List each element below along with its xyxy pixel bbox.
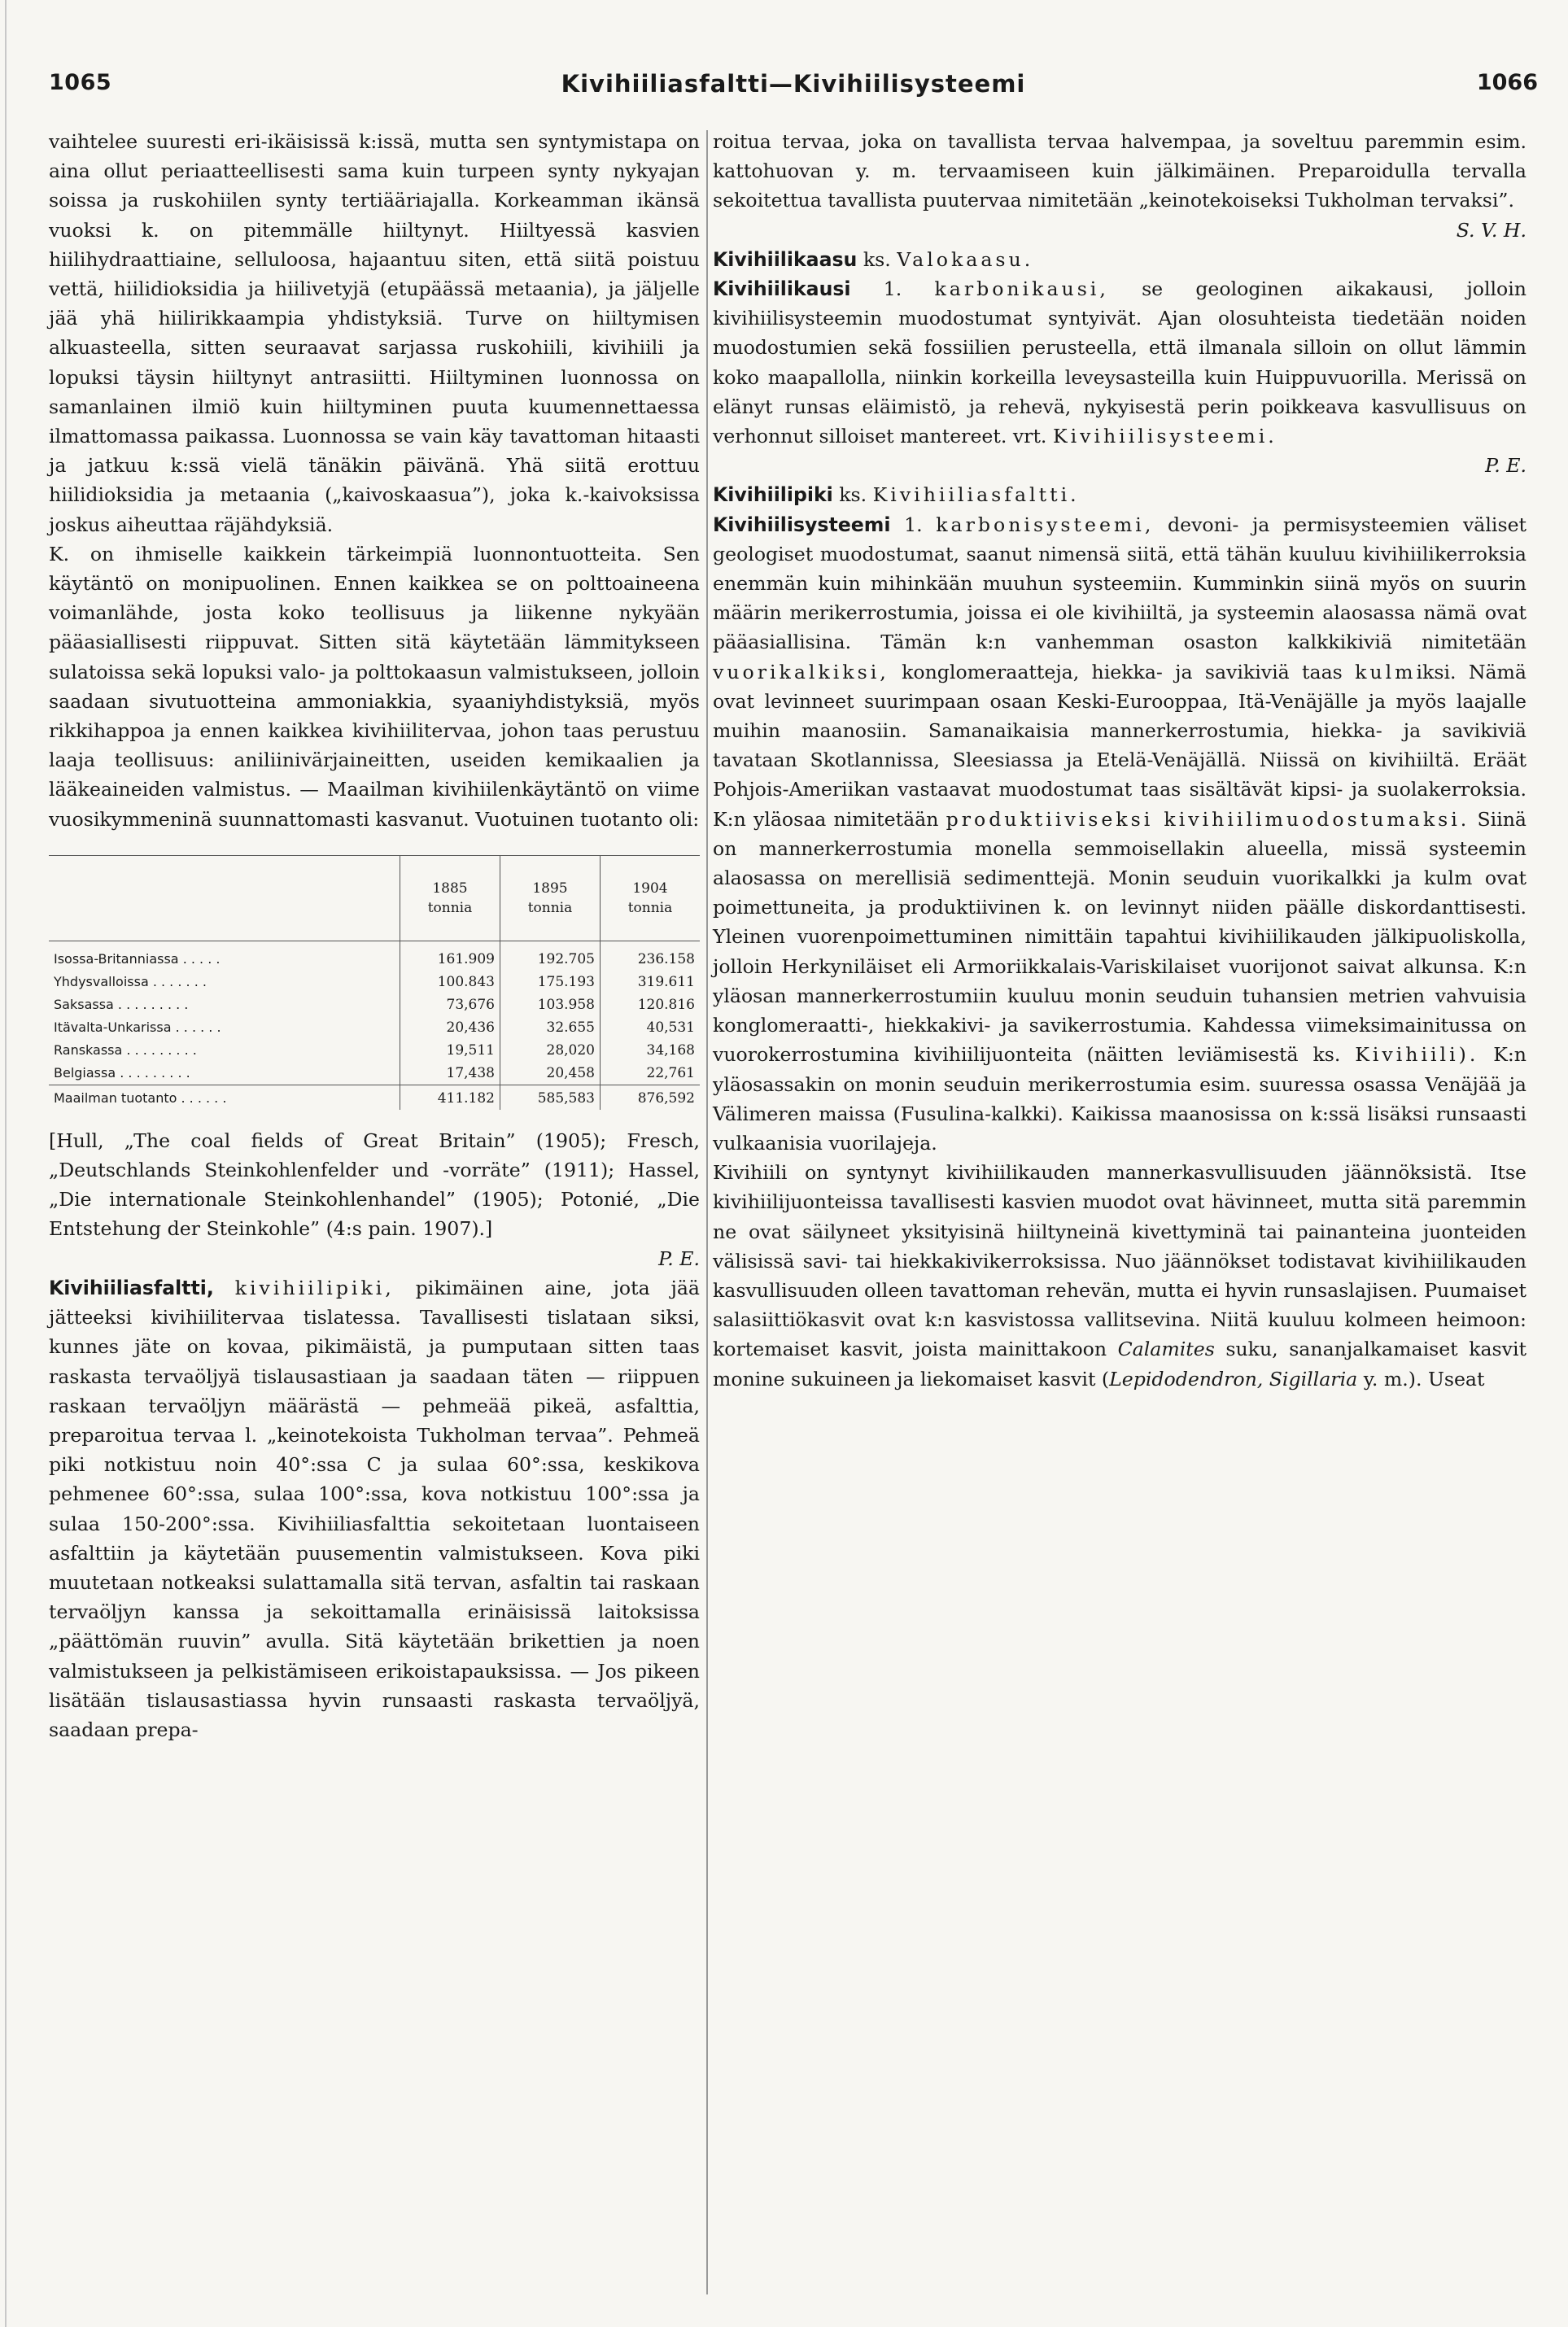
table-row: Isossa-Britanniassa . . . . . 161.909 192.705 236.158 [49, 941, 700, 971]
entry-kivihiilisysteemi: Kivihiilisysteemi 1. karbonisysteemi, devoni- ja permisysteemien väliset geologiset muodostumat, saanut nimensä siitä, että tähän kuuluu kivihiilikerroksia enemmän kuin mihinkään muuhun systeemiin. Kumminkin siinä myös on suurin määrin merikerrostumia, joissa ei ole kivihiiltä, ja systeemin alaosassa nämä ovat pääasiallisina. Tämän k:n vanhemman osaston kalkkikiviä nimitetään vuorikalkiksi, konglomeraatteja, hiekka- ja savikiviä taas kulmiksi. Nämä ovat levinneet suurimpaan osaan Keski-Eurooppaa, Itä-Venäjälle ja myös laajalle muihin maanosiin. Samanaikaisia mannerkerrostumia, hiekka- ja savikiviä tavataan Skotlannissa, Sleesiassa ja Etelä-Venäjällä. Niissä on kivihiiltä. Eräät Pohjois-Ameriikan vastaavat muodostumat taas sisältävät kipsi- ja suolakerroksia. K:n yläosaa nimitetään produktiiviseksi kivihiilimuodostumaksi. Siinä on mannerkerrostumia monella semmoisellakin alueella, missä systeemin alaosassa on merellisiä sedimenttejä. Monin seuduin vuorikalkki ja kulm ovat poimettuneita, ja produktiivinen k. on levinnyt niiden päälle diskordanttisesti. Yleinen vuorenpoimettuminen nimittäin tapahtui kivihiilikauden jälkipuoliskolla, jolloin Herkyniläiset eli Armoriikkalais-Variskilaiset vuorijonot saivat alkunsa. K:n yläosan mannerkerrostumiin kuuluu monin seuduin tuhansien metrien vahvuisia konglomeraatti-, hiekkakivi- ja savikerrostumia. Kahdessa viimeksimainitussa on vuorokerrostumina kivihiilijuonteita (näitten leviämisestä ks. Kivihiili). K:n yläosassakin on monin seuduin merikerrostumia esim. suuressa osassa Venäjää ja Välimeren maissa (Fusulina-kalkki). Kaikissa maanosissa on k:ssä lisäksi runsaasti vulkaanisia vuorilajeja. [713, 513, 1527, 1155]
left-column [49, 127, 700, 1744]
table-row: Ranskassa . . . . . . . . . 19,511 28,020 34,168 [49, 1039, 700, 1062]
cross-reference: Kivihiiliasfaltti. [872, 483, 1080, 507]
coal-formation-paragraph: vaihtelee suuresti eri-ikäisissä k:issä, mutta sen syntymistapa on aina ollut periaatteellisesti sama kuin turpeen synty nykyajan soissa ja ruskohiilen synty tertiääriajalla. Korkeamman ikänsä vuoksi k. on pitemmälle hiiltynyt. Hiiltyessä kasvien hiilihydraattiaine, selluloosa, hajaantuu siten, että siitä poistuu vettä, hiilidioksidia ja hiilivetyjä (etupäässä metaania), ja jäljelle jää yhä hiilirikkaampia yhdistyksiä. Turve on hiiltymisen alkuasteella, sitten seuraavat sarjassa ruskohiili, kivihiili ja lopuksi täysin hiiltynyt antrasiitti. Hiiltyminen luonnossa on samanlainen ilmiö kuin hiiltyminen puuta kuumennettaessa ilmattomassa paikassa. Luonnossa se vain käy tavattoman hitaasti ja jatkuu k:ssä vielä tänäkin päivänä. Yhä siitä erottuu hiilidioksidia ja metaania („kaivoskaasua”), joka k.-kaivoksissa joskus aiheuttaa räjähdyksiä. [49, 130, 700, 536]
page-header [49, 70, 1538, 103]
author-signature: P. E. [1485, 454, 1527, 478]
genus-name: Calamites [1117, 1338, 1215, 1361]
table-col-header: 1895 tonnia [500, 855, 601, 941]
entry-kivihiilikaasu: Kivihiilikaasu ks. Valokaasu. [713, 247, 1034, 271]
asphalt-continuation: roitua tervaa, joka on tavallista tervaa halvempaa, ja soveltuu paremmin esim. kattohuovan y. m. tervaamiseen kuin jälkimäinen. Preparoidulla tervalla sekoitettua tavallista puutervaa nimitetään „keinotekoiseksi Tukholman tervaksi”. [713, 130, 1527, 212]
author-signature: P. E. [658, 1246, 700, 1270]
table-row: Itävalta-Unkarissa . . . . . . 20,436 32.655 40,531 [49, 1016, 700, 1039]
entry-headword: Kivihiilikaasu [713, 247, 858, 271]
table-row: Saksassa . . . . . . . . . 73,676 103.958 120.816 [49, 993, 700, 1016]
running-title: Kivihiiliasfaltti—Kivihiilisysteemi [561, 70, 1026, 98]
table-corner [49, 855, 400, 941]
entry-headword: Kivihiilikausi [713, 277, 851, 301]
table-row: Belgiassa . . . . . . . . . 17,438 20,458 22,761 [49, 1062, 700, 1085]
entry-headword: Kivihiiliasfaltti, [49, 1276, 214, 1299]
entry-headword: Kivihiilisysteemi [713, 513, 891, 536]
entry-kivihiilipiki: Kivihiilipiki ks. Kivihiiliasfaltti. [713, 483, 1080, 507]
table-col-header: 1904 tonnia [601, 855, 701, 941]
page-number-left: 1065 [49, 70, 112, 95]
entry-alternate-name: karbonisysteemi, [936, 513, 1155, 536]
entry-alternate-name: karbonikausi, [934, 277, 1109, 301]
entry-headword: Kivihiilipiki [713, 483, 833, 507]
entry-alternate-name: kivihiilipiki, [234, 1276, 395, 1299]
page-number-right: 1066 [1476, 70, 1538, 95]
right-column [713, 127, 1527, 1394]
entry-body: se geologinen aikakausi, jolloin kivihiilisysteemin muodostumat syntyivät. Ajan olosuhteista tiedetään noiden muodostumien sekä fossiilien perusteella, että ilmanala silloin on ollut lämmin koko maapallolla, niinkin korkeilla leveysasteilla kuin Huippuvuorilla. Merissä on elänyt runsas eläimistö, ja rehevä, nykyisestä perin poikkeava kasvullisuus on verhonnut silloiset mantereet. vrt. [713, 277, 1527, 448]
cross-reference: Kivihiilisysteemi. [1052, 425, 1278, 448]
coal-production-table [49, 855, 700, 1110]
fossil-flora-paragraph: Kivihiili on syntynyt kivihiilikauden mannerkasvullisuuden jäännöksistä. Itse kivihiilijuonteissa tavallisesti kasvien muodot ovat hävinneet, mutta sitä paremmin ne ovat säilyneet yksityisinä hiiltyneinä kivettyminä tai painanteina juonteiden välisissä savi- tai hiekkakivikerroksissa. Nuo jäännökset todistavat kivihiilikauden kasvullisuuden olleen tavattoman rehevän, mutta ei hyvin runsaslajisen. Puumaiset salasiittiökasvit ovat k:n kasvistossa vallitsevina. Niitä kuuluu kolmeen heimoon: kortemaiset kasvit, joista mainittakoon Calamites suku, sananjalkamaiset kasvit monine sukuineen ja liekomaiset kasvit (Lepidodendron, Sigillaria y. m.). Useat [713, 1161, 1527, 1391]
cross-reference: Valokaasu. [897, 247, 1034, 271]
genus-name: Lepidodendron, Sigillaria [1109, 1367, 1358, 1391]
coal-usage-paragraph: K. on ihmiselle kaikkein tärkeimpiä luonnontuotteita. Sen käytäntö on monipuolinen. Ennen kaikkea se on polttoaineena voimanlähde, josta koko teollisuus ja liikenne nykyään pääasiallisesti riippuvat. Sitten sitä käytetään lämmitykseen sulatoissa sekä lopuksi valo- ja polttokaasun valmistukseen, jolloin saadaan sivutuotteina ammoniakkia, syaaniyhdistyksiä, myös rikkihappoa ja ennen kaikkea kivihiilitervaa, johon taas perustuu laaja teollisuus: aniliinivärjaineitten, useiden kemikaalien ja lääkeaineiden valmistus. — Maailman kivihiilenkäytäntö on viime vuosikymmeninä suunnattomasti kasvanut. Vuotuinen tuotanto oli: [49, 542, 700, 831]
page-edge-line [5, 0, 7, 2327]
entry-kivihiilikausi: Kivihiilikausi 1. karbonikausi, se geologinen aikakausi, jolloin kivihiilisysteemin muodostumat syntyivät. Ajan olosuhteista tiedetään noiden muodostumien sekä fossiilien perusteella, että ilmanala silloin on ollut lämmin koko maapallolla, niinkin korkeilla leveysasteilla kuin Huippuvuorilla. Merissä on elänyt runsas eläimistö, ja rehevä, nykyisestä perin poikkeava kasvullisuus on verhonnut silloiset mantereet. vrt. Kivihiilisysteemi. [713, 277, 1527, 448]
cross-reference: Kivihiili). [1355, 1043, 1479, 1067]
table-total-row: Maailman tuotanto . . . . . . 411.182 585,583 876,592 [49, 1085, 700, 1110]
table-col-header: 1885 tonnia [400, 855, 500, 941]
spaced-term: kulm [1355, 660, 1417, 683]
author-signature: S. V. H. [1456, 218, 1527, 242]
column-divider [706, 130, 708, 2294]
entry-kivihiiliasfaltti [49, 1273, 700, 1744]
table-row: Yhdysvalloissa . . . . . . . 100.843 175.193 319.611 [49, 971, 700, 993]
bibliography: [Hull, „The coal fields of Great Britain” (1905); Fresch, „Deutschlands Steinkohlenfelder und -vorräte” (1911); Hassel, „Die internationale Steinkohlenhandel” (1905); Potonié, „Die Entstehung der Steinkohle” (4:s pain. 1907).] [49, 1129, 700, 1241]
spaced-term: vuorikalkiksi, [713, 660, 889, 683]
spaced-term: produktiiviseksi kivihiilimuodostumaksi. [946, 807, 1470, 831]
entry-body: pikimäinen aine, jota jää jätteeksi kivihiilitervaa tislatessa. Tavallisesti tislataan siksi, kunnes jäte on kovaa, pikimäistä, ja pumputaan sitten taas raskasta tervaöljyä tislausastiaan ja saadaan täten — riippuen raskaan tervaöljyn määrästä — pehmeää pikeä, asfalttia, preparoitua tervaa l. „keinotekoista Tukholman tervaa”. Pehmeä piki notkistuu noin 40°:ssa C ja sulaa 60°:ssa, keskikova pehmenee 60°:ssa, sulaa 100°:ssa, kova notkistuu 100°:ssa ja sulaa 150-200°:ssa. Kivihiiliasfalttia sekoitetaan luontaiseen asfalttiin ja käytetään puusementin valmistukseen. Kova piki muutetaan notkeaksi sulattamalla sitä tervan, asfaltin tai raskaan tervaöljyn kanssa ja sekoittamalla erinäisissä laitoksissa „päättömän ruuvin” avulla. Sitä käytetään brikettien ja noen valmistukseen ja pelkistämiseen erikoistapauksissa. — Jos pikeen lisätään tislausastiassa hyvin runsaasti raskasta tervaöljyä, saadaan prepa- [49, 1276, 700, 1741]
